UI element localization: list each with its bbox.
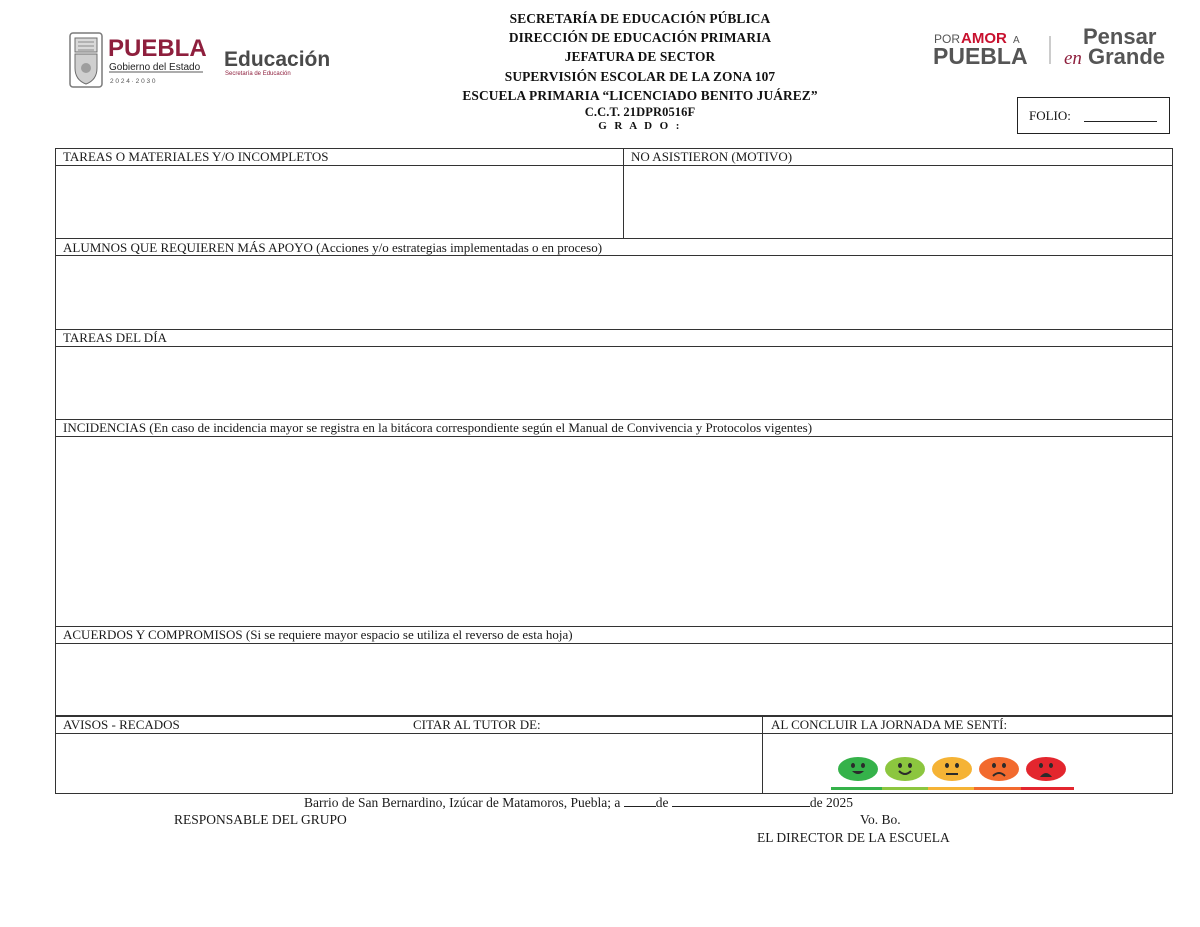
educacion-wordmark: Educación <box>224 48 331 71</box>
report-form <box>55 148 1173 794</box>
location-text: Barrio de San Bernardino, Izúcar de Matamoros, Puebla; a <box>304 795 621 810</box>
puebla-right-wordmark: PUEBLA <box>933 43 1028 69</box>
avisos-field[interactable] <box>56 734 761 793</box>
no-asistieron-label: NO ASISTIERON (MOTIVO) <box>631 149 793 164</box>
en-text: en <box>1064 48 1082 69</box>
emotion-bar-orange <box>974 787 1021 790</box>
acuerdos-field[interactable] <box>56 644 1172 715</box>
year-text: de 2025 <box>809 795 854 810</box>
tareas-incompletas-label: TAREAS O MATERIALES Y/O INCOMPLETOS <box>63 149 329 164</box>
a-text: A <box>1013 35 1020 46</box>
coat-of-arms-icon <box>70 33 102 87</box>
por-text: POR <box>934 32 961 46</box>
secretaria-text: Secretaría de Educación <box>225 71 291 77</box>
emotion-bar-red <box>1021 787 1074 790</box>
tareas-dia-label: TAREAS DEL DÍA <box>63 330 167 345</box>
divider <box>762 715 763 794</box>
header-line-3: JEFATURA DE SECTOR <box>564 49 716 65</box>
gobierno-text: Gobierno del Estado <box>109 62 201 73</box>
avisos-label: AVISOS - RECADOS <box>63 717 180 732</box>
document-header <box>380 9 900 132</box>
day-field[interactable] <box>624 796 656 807</box>
alumnos-apoyo-label: ALUMNOS QUE REQUIEREN MÁS APOYO (Acciones y/o estrategias implementadas o en proceso) <box>63 240 603 255</box>
month-field[interactable] <box>672 796 810 807</box>
incidencias-field[interactable] <box>56 437 1172 625</box>
location-date-line <box>304 795 853 811</box>
puebla-educacion-logo <box>68 30 348 92</box>
grado-label: G R A D O : <box>598 120 682 133</box>
very-sad-face-icon[interactable] <box>1026 757 1066 781</box>
no-asistieron-field[interactable] <box>624 166 1172 238</box>
puebla-wordmark: PUEBLA <box>108 35 207 62</box>
divider <box>55 238 1173 239</box>
amor-text: AMOR <box>961 30 1007 47</box>
years-text: 2 0 2 4 · 2 0 3 0 <box>110 78 156 85</box>
responsable-label: RESPONSABLE DEL GRUPO <box>174 812 347 827</box>
pensar-text: Pensar <box>1083 24 1157 49</box>
emotion-bar-lightgreen <box>882 787 928 790</box>
acuerdos-label: ACUERDOS Y COMPROMISOS (Si se requiere mayor espacio se utiliza el reverso de esta hoja) <box>63 627 573 642</box>
neutral-face-icon[interactable] <box>932 757 972 781</box>
header-line-cct: C.C.T. 21DPR0516F <box>584 105 696 120</box>
de-text: de <box>655 795 669 810</box>
happy-face-icon[interactable] <box>885 757 925 781</box>
tareas-incompletas-field[interactable] <box>56 166 622 238</box>
emotion-bar-yellow <box>928 787 974 790</box>
folio-field[interactable] <box>1084 121 1157 122</box>
tareas-dia-field[interactable] <box>56 347 1172 419</box>
alumnos-apoyo-field[interactable] <box>56 256 1172 328</box>
folio-label: FOLIO: <box>1029 108 1071 123</box>
incidencias-label: INCIDENCIAS (En caso de incidencia mayor se registra en la bitácora correspondiente según el Manual de Convivencia y Protocolos vigentes) <box>63 420 813 435</box>
very-happy-face-icon[interactable] <box>838 757 878 781</box>
header-line-4: SUPERVISIÓN ESCOLAR DE LA ZONA 107 <box>504 68 776 84</box>
divider <box>55 329 1173 330</box>
vobo-label: Vo. Bo. <box>860 812 901 827</box>
citar-tutor-label: CITAR AL TUTOR DE: <box>413 717 541 732</box>
folio-box[interactable] <box>1017 97 1170 134</box>
director-label: EL DIRECTOR DE LA ESCUELA <box>757 830 950 845</box>
al-concluir-label: AL CONCLUIR LA JORNADA ME SENTÍ: <box>771 717 1008 732</box>
emotion-bar-green <box>831 787 882 790</box>
header-line-1: SECRETARÍA DE EDUCACIÓN PÚBLICA <box>509 11 771 26</box>
header-line-2: DIRECCIÓN DE EDUCACIÓN PRIMARIA <box>508 30 772 46</box>
header-line-5: ESCUELA PRIMARIA “LICENCIADO BENITO JUÁREZ” <box>462 87 818 103</box>
grande-text: Grande <box>1088 44 1166 69</box>
por-amor-pensar-logo <box>924 24 1186 70</box>
sad-face-icon[interactable] <box>979 757 1019 781</box>
